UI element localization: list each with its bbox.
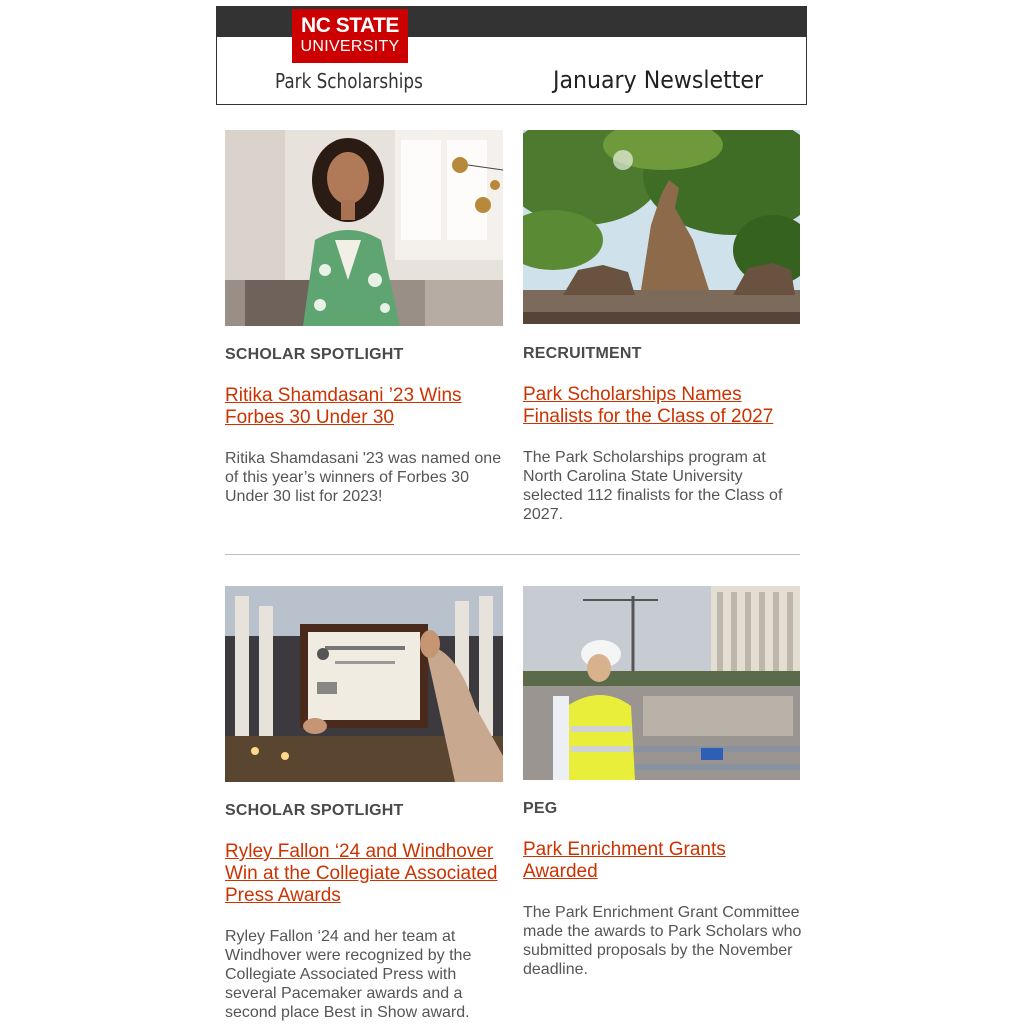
article-card	[523, 586, 800, 780]
article-title-link[interactable]: Ryley Fallon ‘24 and Windhover Win at the Collegiate Associated Press Awards	[225, 841, 498, 906]
article-summary: The Park Enrichment Grant Committee made the awards to Park Scholars who submitted proposals by the November deadline.	[523, 904, 802, 978]
article-category: SCHOLAR SPOTLIGHT	[225, 346, 404, 363]
ncstate-logo[interactable]	[292, 9, 408, 63]
award-certificate-photo	[225, 586, 503, 782]
article-photo[interactable]	[225, 130, 503, 326]
article-summary: Ritika Shamdasani '23 was named one of this year’s winners of Forbes 30 Under 30 list for 2023!	[225, 450, 502, 505]
article-photo[interactable]	[225, 586, 503, 782]
logo-line2: UNIVERSITY	[300, 38, 400, 55]
article-category: SCHOLAR SPOTLIGHT	[225, 802, 404, 819]
article-title-link[interactable]: Ritika Shamdasani ’23 Wins Forbes 30 Under 30	[225, 385, 462, 428]
wolf-sculptures-photo	[523, 130, 800, 324]
construction-site-photo	[523, 586, 800, 780]
program-name: Park Scholarships	[275, 69, 423, 93]
article-summary: The Park Scholarships program at North Carolina State University selected 112 finalists for the Class of 2027.	[523, 449, 783, 523]
article-card	[225, 130, 503, 326]
article-category: RECRUITMENT	[523, 345, 642, 362]
woman-portrait-photo	[225, 130, 503, 326]
article-category: PEG	[523, 800, 558, 817]
article-photo[interactable]	[523, 130, 800, 324]
article-title-link[interactable]: Park Scholarships Names Finalists for the Class of 2027	[523, 384, 774, 427]
newsletter-title: January Newsletter	[553, 66, 764, 94]
newsletter-header	[216, 6, 807, 105]
logo-line1: NC STATE	[301, 14, 399, 37]
section-divider	[225, 554, 800, 555]
article-summary: Ryley Fallon ‘24 and her team at Windhover were recognized by the Collegiate Associated Press with several Pacemaker awards and a second place Best in Show award.	[225, 928, 472, 1021]
article-card	[523, 130, 800, 324]
article-photo[interactable]	[523, 586, 800, 780]
article-title-link[interactable]: Park Enrichment Grants Awarded	[523, 839, 726, 882]
article-card	[225, 586, 503, 782]
